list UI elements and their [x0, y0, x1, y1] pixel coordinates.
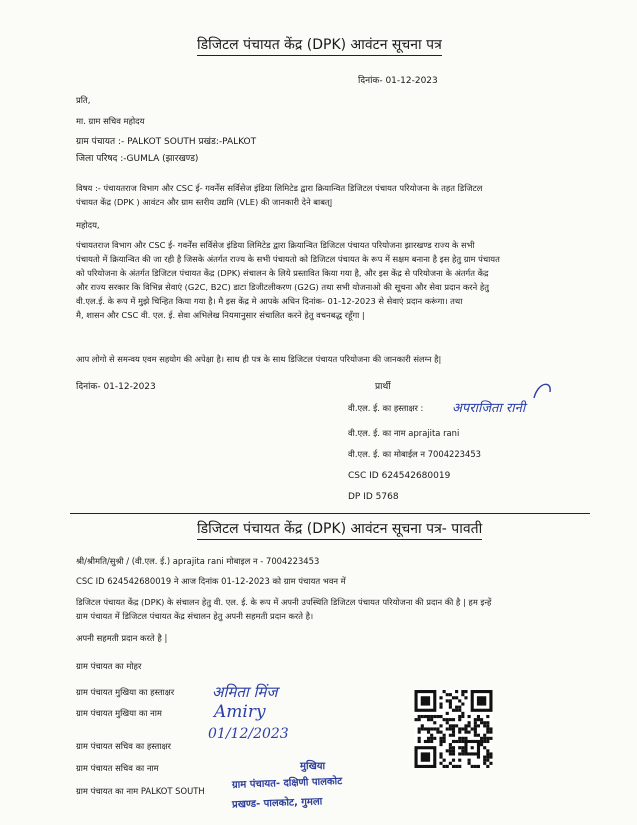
- seal-label: ग्राम पंचायत का मोहर: [76, 661, 142, 671]
- separator-line: [70, 513, 590, 514]
- body-line: पंचायतराज विभाग और CSC ई- गवर्नेंस सर्विसेज इंडिया लिमिटेड द्वारा क्रियान्वित डिजिटल पंचायत परियोजना झारखण्ड राज्य के सभी: [76, 240, 475, 250]
- receipt-line5: अपनी सहमती प्रदान करते है |: [76, 633, 168, 643]
- handwritten-date: 01/12/2023: [208, 726, 289, 742]
- receipt-line1: श्री/श्रीमति/सुश्री / (वी.एल. ई.) aprajita rani मोबाइल न - 7004223453: [76, 556, 320, 566]
- prarthi: प्रार्थी: [375, 382, 391, 392]
- signature-flourish: [530, 378, 556, 402]
- stamp-line3: प्रखण्ड- पालकोट, गुमला: [231, 796, 323, 811]
- csc-id: CSC ID 624542680019: [348, 471, 451, 481]
- gp-name: ग्राम पंचायत का नाम PALKOT SOUTH: [76, 786, 205, 796]
- qr-code-icon: [412, 690, 495, 768]
- subject: [76, 181, 482, 209]
- dp-id: DP ID 5768: [348, 492, 399, 502]
- body-line: वी.एल.ई. के रूप में मुझे चिन्हित किया गया है। मै इस केंद्र मे आपके अधिन दिनांक- 01-12-2023 से सेवाएं प्रदान करूंगा। तथा: [76, 296, 463, 306]
- closing-line: आप लोगो से समन्वय एवम सहयोग की अपेक्षा है। साथ ही पत्र के साथ डिजिटल पंचायत परियोजना की जानकारी संलग्न है|: [76, 354, 442, 364]
- body-line: और राज्य सरकार कि विभिन्न सेवाएं (G2C, B2C) डाटा डिजीटलीकरण (G2G) तथा सभी योजनाओ की सूचना और सेवा प्रदान करने हेतु: [76, 282, 490, 292]
- body-line: मै, शासन और CSC वी. एल. ई. सेवा अभिलेख नियमानुसार संचालित करने हेतु वचनबद्ध रहूँगा |: [76, 310, 365, 320]
- stamp-line2: ग्राम पंचायत- दक्षिणी पालकोट: [231, 776, 343, 791]
- salutation: महोदय,: [76, 220, 100, 230]
- footer-date: दिनांक- 01-12-2023: [76, 382, 156, 392]
- sachiv-handwritten-sign: Amiry: [214, 702, 266, 722]
- subject-line: पंचायत केंद्र (DPK ) आवंटन और ग्राम स्तरीय उद्यमि (VLE) की जानकारी देने बाबत्|: [76, 197, 333, 207]
- mukhiya-sign-label: ग्राम पंचायत मुखिया का हस्ताक्षर: [76, 687, 175, 697]
- receipt-title: डिजिटल पंचायत केंद्र (DPK) आवंटन सूचना पत्र- पावती: [197, 520, 482, 540]
- mukhiya-handwritten-name: अमिता मिंज: [212, 683, 278, 701]
- stamp-line1: मुखिया: [300, 761, 326, 772]
- vle-name: वी.एल. ई. का नाम aprajita rani: [348, 428, 460, 438]
- prati: प्रति,: [76, 95, 91, 105]
- vle-sign-label: वी.एल. ई. का हस्ताक्षर :: [348, 403, 424, 413]
- gram-panchayat: ग्राम पंचायत :- PALKOT SOUTH प्रखंड:-PALKOT: [76, 137, 257, 147]
- receipt-line2: CSC ID 624542680019 ने आज दिनांक 01-12-2023 को ग्राम पंचायत भवन में: [76, 576, 346, 586]
- body-line: को परियोजना के अंतर्गत डिजिटल पंचायत केंद्र (DPK) संचालन के लिये प्रस्तावित किया गया है, और इस केंद्र से परियोजना के अंतर्गत केंद्र: [76, 268, 489, 278]
- notice-title: डिजिटल पंचायत केंद्र (DPK) आवंटन सूचना पत्र: [197, 36, 442, 56]
- vle-signature: अपराजिता रानी: [452, 401, 526, 416]
- subject-line: विषय :- पंचायतराज विभाग और CSC ई- गवर्नेंस सर्विसेज इंडिया लिमिटेड द्वारा क्रियान्वित डिजिटल पंचायत परियोजना के तहत डिजिटल: [76, 183, 483, 193]
- sachiv-sign-label: ग्राम पंचायत सचिव का हस्ताक्षर: [76, 741, 171, 751]
- sachiv-name-label: ग्राम पंचायत सचिव का नाम: [76, 763, 159, 773]
- district: जिला परिषद :-GUMLA (झारखण्ड): [76, 154, 199, 164]
- receipt-line4: ग्राम पंचायत में डिजिटल पंचायत केंद्र संचालन हेतु अपनी सहमती प्रदान करते है।: [76, 611, 314, 621]
- notice-date: दिनांक- 01-12-2023: [358, 76, 438, 86]
- receipt-line3: डिजिटल पंचायत केंद्र (DPK) के संचालन हेतु वी. एल. ई. के रूप में अपनी उपस्थिति डिजिटल पंचायत परियोजना की प्रदान की है | हम इन्हें: [76, 597, 492, 607]
- addressee: मा. ग्राम सचिव महोदय: [76, 116, 145, 126]
- mukhiya-name-label: ग्राम पंचायत मुखिया का नाम: [76, 708, 162, 718]
- closing: [76, 352, 441, 366]
- vle-mobile: वी.एल. ई. का मोबाईल न 7004223453: [348, 449, 481, 459]
- receipt-para: [76, 595, 491, 623]
- body-paragraph: [76, 238, 500, 322]
- body-line: पंचायतो में क्रियान्वित की जा रही है जिसके अंतर्गत राज्य के सभी पंचायतो को डिजिटल पंचायत के रूप में सक्षम बनाना है इस हेतु ग्राम पंचायत: [76, 254, 500, 264]
